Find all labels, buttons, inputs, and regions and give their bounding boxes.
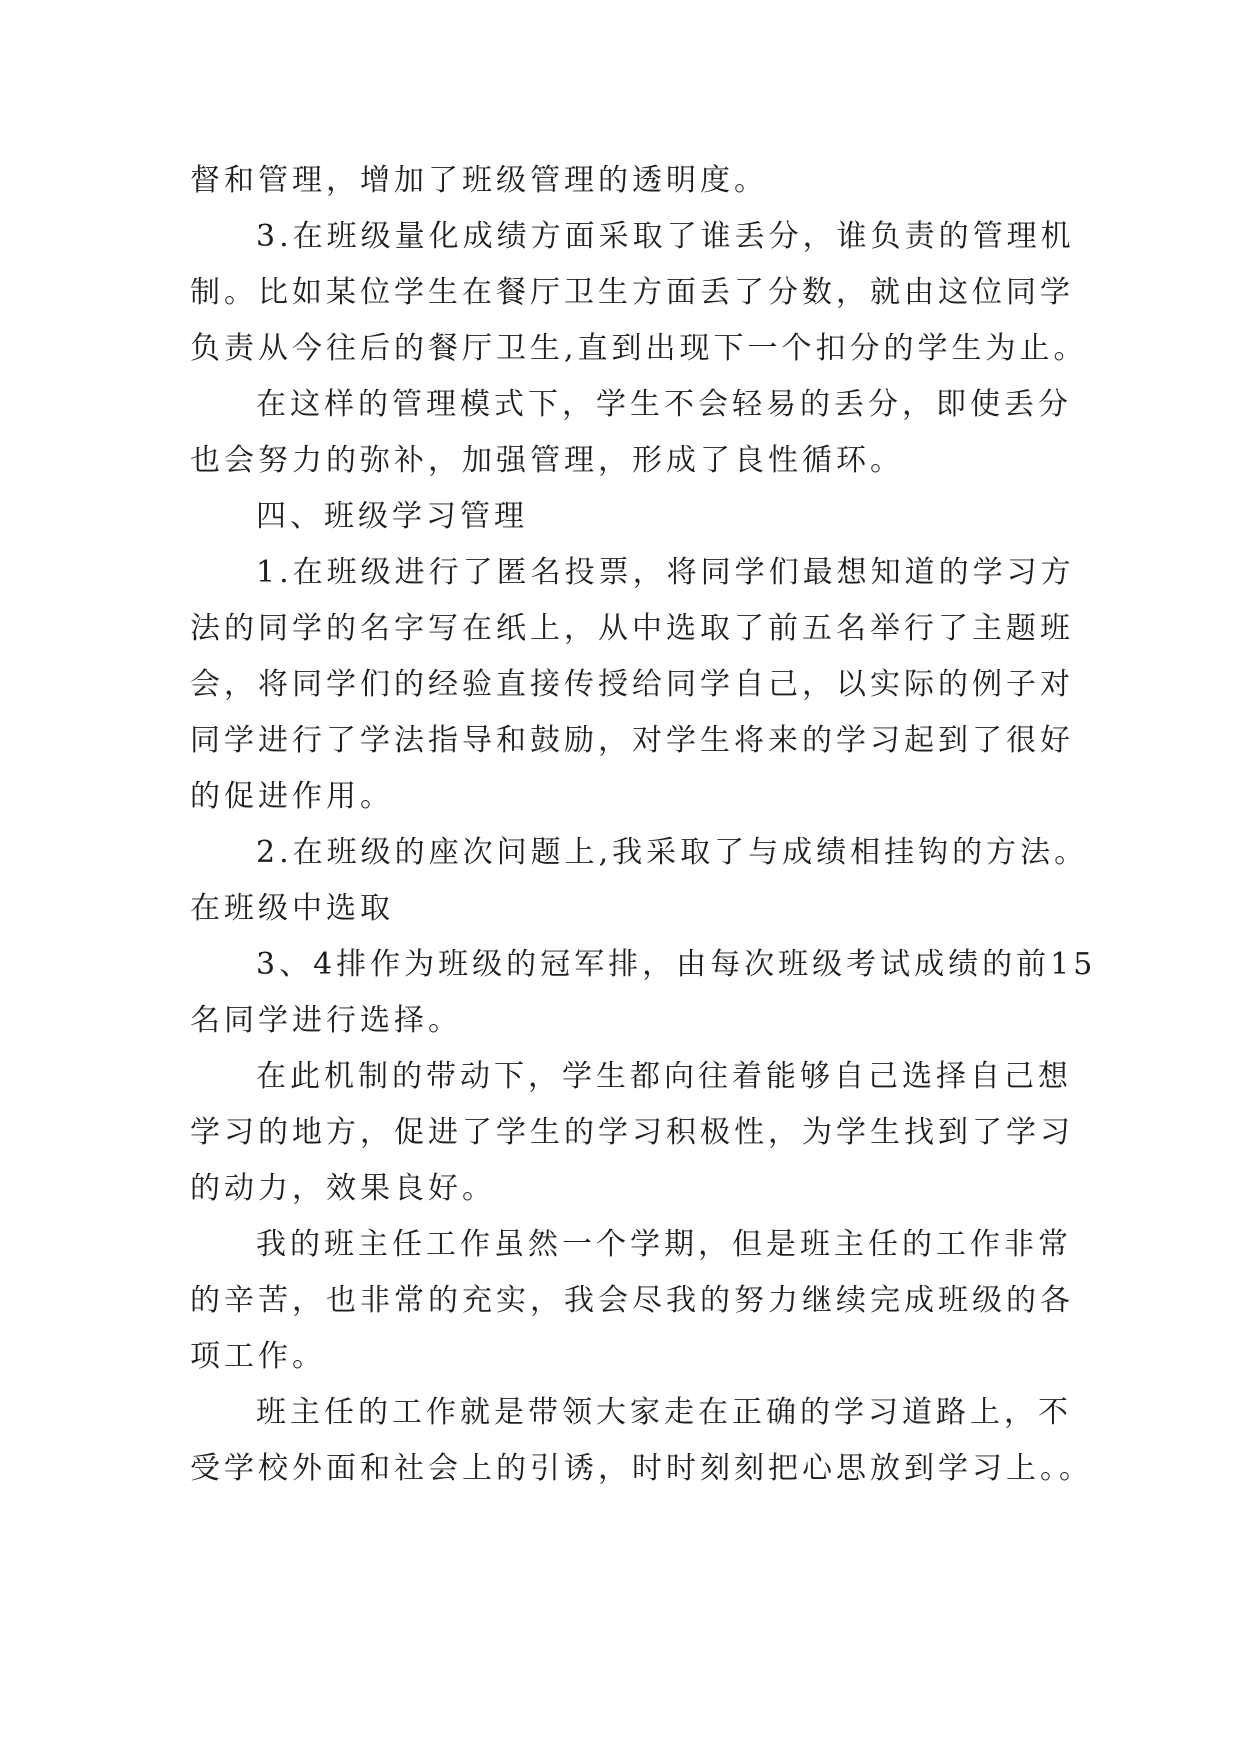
text-line: 我的班主任工作虽然一个学期，但是班主任的工作非常 bbox=[256, 1227, 1072, 1262]
text-line: 3、4排作为班级的冠军排，由每次班级考试成绩的前15 bbox=[256, 947, 1097, 982]
text-line: 项工作。 bbox=[190, 1339, 326, 1374]
text-line: 负责从今往后的餐厅卫生,直到出现下一个扣分的学生为止。 bbox=[190, 331, 1088, 366]
text-line: 学习的地方，促进了学生的学习积极性，为学生找到了学习 bbox=[190, 1115, 1074, 1150]
text-line: 在此机制的带动下，学生都向往着能够自己选择自己想 bbox=[256, 1059, 1072, 1094]
text-line: 受学校外面和社会上的引诱，时时刻刻把心思放到学习上。。 bbox=[190, 1451, 1093, 1486]
text-line: 在班级中选取 bbox=[190, 891, 394, 926]
text-line: 同学进行了学法指导和鼓励，对学生将来的学习起到了很好 bbox=[190, 723, 1074, 758]
text-line: 班主任的工作就是带领大家走在正确的学习道路上，不 bbox=[256, 1395, 1072, 1430]
text-line: 的辛苦，也非常的充实，我会尽我的努力继续完成班级的各 bbox=[190, 1283, 1074, 1318]
document-body bbox=[190, 153, 1097, 1497]
text-line: 1.在班级进行了匿名投票，将同学们最想知道的学习方 bbox=[256, 555, 1075, 590]
text-line: 2.在班级的座次问题上,我采取了与成绩相挂钩的方法。 bbox=[256, 835, 1089, 870]
text-line: 督和管理，增加了班级管理的透明度。 bbox=[190, 163, 768, 198]
text-line: 法的同学的名字写在纸上，从中选取了前五名举行了主题班 bbox=[190, 611, 1074, 646]
text-line: 的促进作用。 bbox=[190, 779, 394, 814]
text-line: 在这样的管理模式下，学生不会轻易的丢分，即使丢分 bbox=[256, 387, 1072, 422]
text-line: 四、班级学习管理 bbox=[256, 499, 528, 534]
text-line: 3.在班级量化成绩方面采取了谁丢分，谁负责的管理机 bbox=[256, 219, 1075, 254]
text-line: 的动力，效果良好。 bbox=[190, 1171, 496, 1206]
text-line: 名同学进行选择。 bbox=[190, 1003, 462, 1038]
text-line: 会，将同学们的经验直接传授给同学自己，以实际的例子对 bbox=[190, 667, 1074, 702]
text-line: 也会努力的弥补，加强管理，形成了良性循环。 bbox=[190, 443, 904, 478]
text-line: 制。比如某位学生在餐厅卫生方面丢了分数，就由这位同学 bbox=[190, 275, 1074, 310]
